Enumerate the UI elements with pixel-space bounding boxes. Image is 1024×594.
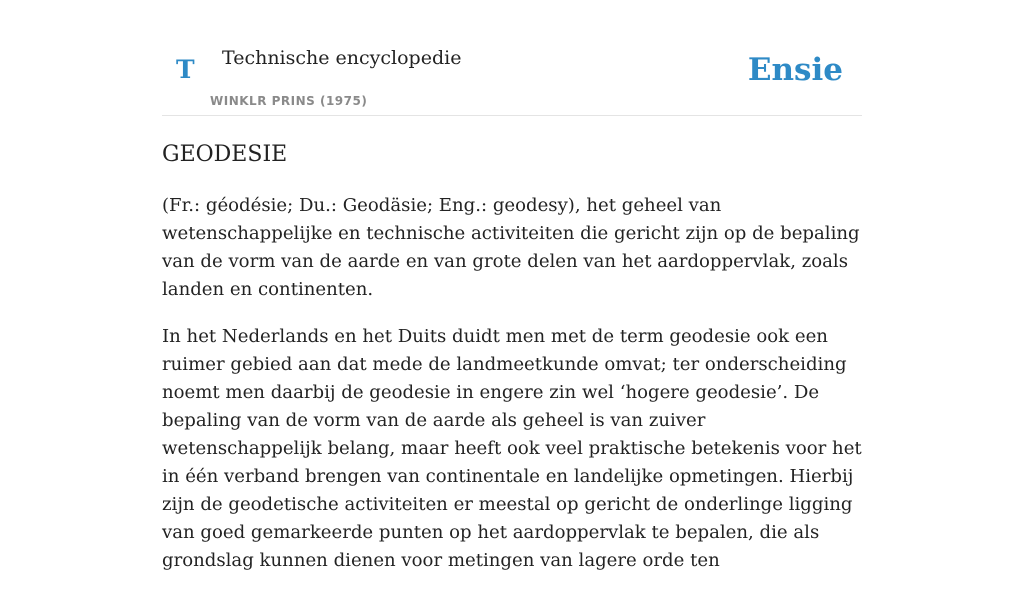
article-body	[162, 192, 862, 594]
article-paragraph: (Fr.: géodésie; Du.: Geodäsie; Eng.: geodesy), het geheel van wetenschappelijke en technische activiteiten die gericht zijn op de bepaling van de vorm van de aarde en van grote delen van het aardoppervlak, zoals landen en continenten.	[162, 195, 860, 300]
source-label: WINKLR PRINS (1975)	[210, 94, 368, 108]
page	[162, 0, 862, 571]
encyclopedia-title-link[interactable]: Technische encyclopedie	[222, 47, 462, 69]
site-header	[162, 0, 862, 116]
article-paragraph: In het Nederlands en het Duits duidt men met de term geodesie ook een ruimer gebied aan dat mede de landmeetkunde omvat; ter onderscheiding noemt men daarbij de geodesie in engere zin wel ‘hogere geodesie’. De bepaling van de vorm van de aarde als geheel is van zuiver wetenschappelijk belang, maar heeft ook veel praktische betekenis voor het in één verband brengen van continentale en landelijke opmetingen. Hierbij zijn de geodetische activiteiten er meestal op gericht de onderlinge ligging van goed gemarkeerde punten op het aardoppervlak te bepalen, die als grondslag kunnen dienen voor metingen van lagere orde ten	[162, 326, 862, 571]
article-headword: GEODESIE	[162, 142, 288, 167]
ensie-logo-link[interactable]: Ensie	[747, 52, 843, 88]
encyclopedia-logo-letter[interactable]: T	[176, 55, 195, 84]
